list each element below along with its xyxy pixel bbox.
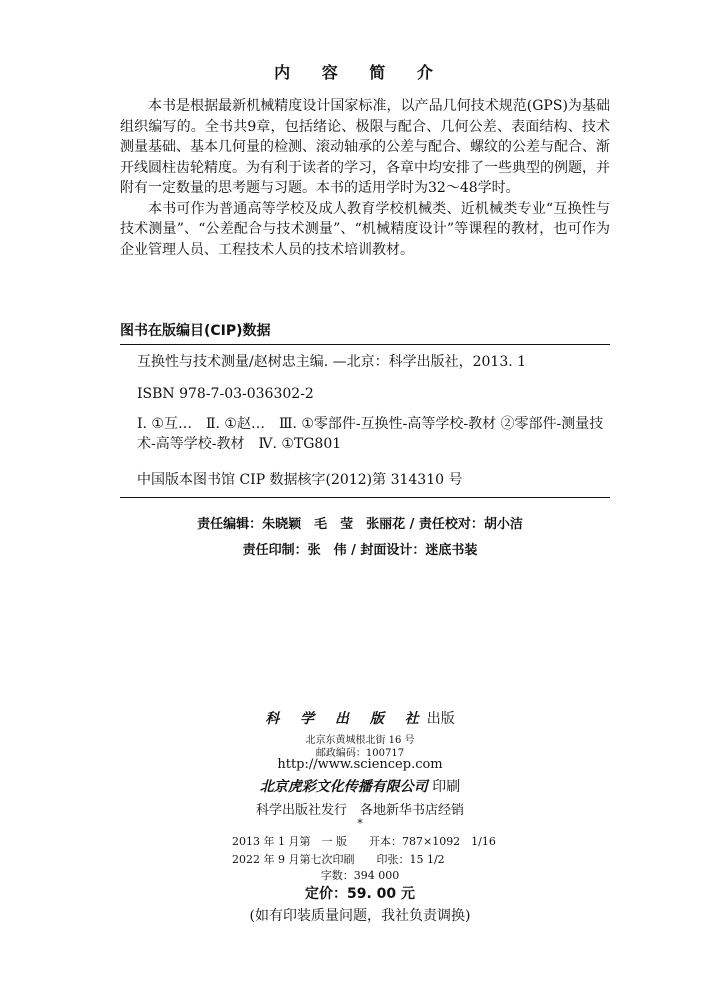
publisher-line <box>0 708 720 728</box>
word-count: 字数：394 000 <box>320 869 400 882</box>
separator-star: * <box>357 817 363 830</box>
printer-line <box>0 776 720 796</box>
distribution-line: 科学出版社发行 各地新华书店经销 <box>255 803 464 818</box>
cip-top-rule <box>120 344 610 345</box>
editor-credits: 责任编辑：朱晓颖 毛 莹 张丽花 / 责任校对：胡小洁 <box>197 517 523 532</box>
cip-record-number: 中国版本图书馆 CIP 数据核字(2012)第 314310 号 <box>137 472 463 488</box>
intro-paragraph: 本书是根据最新机械精度设计国家标准，以产品几何技术规范(GPS)为基础组织编写的。全书共9章，包括绪论、极限与配合、几何公差、表面结构、技术测量基础、基本几何量的检测、滚动轴承的公差与配合、螺纹的公差与配合、渐开线圆柱齿轮精度。为有利于读者的学习，各章中均安排了一些典型的例题，并附有一定数量的思考题与习题。本书的适用学时为32～48学时。 <box>120 98 610 196</box>
publisher-address: 北京东黄城根北街 16 号 <box>305 735 415 746</box>
publisher-suffix: 出版 <box>426 711 455 727</box>
printer-name: 北京虎彩文化传播有限公司 <box>259 779 428 795</box>
publisher-url: http://www.sciencep.com <box>277 757 443 772</box>
edition-line: 2013 年 1 月第 一 版 开本：787×1092 1/16 <box>232 835 496 848</box>
publisher-postcode: 邮政编码：100717 <box>315 748 405 759</box>
cip-bottom-rule <box>120 497 610 498</box>
cip-classification: Ⅰ. ①互… Ⅱ. ①赵… Ⅲ. ①零部件-互换性-高等学校-教材 ②零部件-测量技术-高等学校-教材 Ⅳ. ①TG801 <box>137 416 604 452</box>
intro-paragraph: 本书可作为普通高等学校及成人教育学校机械类、近机械类专业“互换性与技术测量”、“公差配合与技术测量”、“机械精度设计”等课程的教材，也可作为企业管理人员、工程技术人员的技术培训教材。 <box>120 200 610 258</box>
printer-suffix: 印刷 <box>427 779 461 795</box>
cip-isbn: ISBN 978-7-03-036302-2 <box>137 386 314 402</box>
publisher-name: 科 学 出 版 社 <box>265 711 427 727</box>
printing-line: 2022 年 9 月第七次印刷 印张：15 1/2 <box>232 853 445 866</box>
quality-notice: (如有印装质量问题，我社负责调换) <box>249 908 471 924</box>
cip-heading: 图书在版编目(CIP)数据 <box>120 323 271 339</box>
intro-body <box>120 96 610 260</box>
price: 定价：59. 00 元 <box>304 886 416 902</box>
intro-title: 内 容 简 介 <box>274 63 446 82</box>
production-credits: 责任印制：张 伟 / 封面设计：迷底书装 <box>242 543 478 558</box>
cip-title-line: 互换性与技术测量/赵树忠主编. —北京：科学出版社，2013. 1 <box>137 354 527 370</box>
